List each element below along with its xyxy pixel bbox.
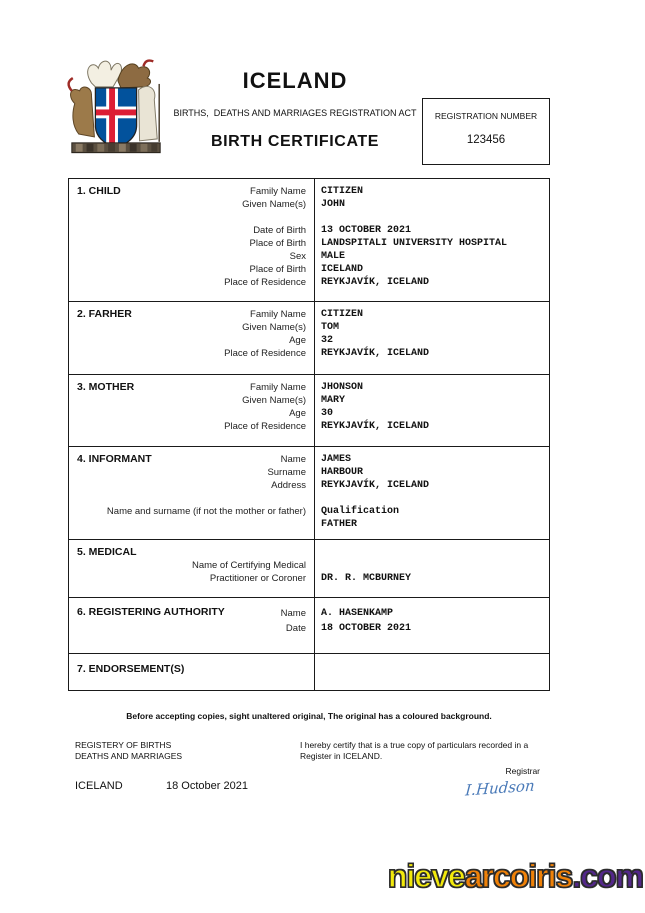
field-value: 18 OCTOBER 2021 <box>321 623 412 634</box>
field-label: Name and surname (if not the mother or father) <box>106 506 306 517</box>
field-label: Place of Birth <box>249 238 306 249</box>
field-label: Address <box>271 480 306 491</box>
watermark-part2: arcoiris <box>464 858 573 894</box>
section-father <box>69 301 549 374</box>
field-label: Name <box>280 608 306 619</box>
field-label: Place of Birth <box>249 264 306 275</box>
registry-name-line1: REGISTERY OF BIRTHS <box>75 740 172 750</box>
certificate-table <box>68 178 550 691</box>
field-value: Qualification <box>321 506 400 517</box>
watermark-part3: .com <box>572 858 643 894</box>
field-value: CITIZEN <box>321 186 364 197</box>
field-label: Given Name(s) <box>242 322 306 333</box>
field-value: REYKJAVÍK, ICELAND <box>321 421 430 432</box>
section-endorsements <box>69 653 549 690</box>
field-label: Date <box>285 623 306 634</box>
registration-number-label: REGISTRATION NUMBER <box>434 111 538 121</box>
registration-number-box <box>422 98 550 165</box>
field-value: CITIZEN <box>321 309 364 320</box>
field-value: REYKJAVÍK, ICELAND <box>321 348 430 359</box>
field-label <box>77 518 306 531</box>
field-label <box>77 211 306 224</box>
section-title: 5. MEDICAL <box>77 546 137 558</box>
header <box>140 68 450 151</box>
field-value: JOHN <box>321 199 346 210</box>
act-line: BIRTHS, DEATHS AND MARRIAGES REGISTRATION ACT <box>173 108 417 118</box>
field-label: Age <box>289 408 306 419</box>
registrar-label: Registrar <box>505 766 540 776</box>
field-label: Family Name <box>250 186 306 197</box>
section-title: 2. FARHER <box>77 308 132 320</box>
section-title: 4. INFORMANT <box>77 453 152 465</box>
copy-acceptance-notice: Before accepting copies, sight unaltered original, The original has a coloured background. <box>126 711 492 721</box>
document-title: BIRTH CERTIFICATE <box>210 133 380 150</box>
field-label: Age <box>289 335 306 346</box>
field-value: 30 <box>321 408 334 419</box>
field-value: FATHER <box>321 519 358 530</box>
field-value: 32 <box>321 335 334 346</box>
section-mother <box>69 374 549 446</box>
section-title: 1. CHILD <box>77 185 121 197</box>
watermark <box>388 858 643 895</box>
registrar-signature: I.Hudson <box>464 776 536 800</box>
field-value: DR. R. MCBURNEY <box>321 573 412 584</box>
field-value: REYKJAVÍK, ICELAND <box>321 277 430 288</box>
registration-number-value: 123456 <box>466 134 506 146</box>
field-value: LANDSPITALI UNIVERSITY HOSPITAL <box>321 238 508 249</box>
field-label: Given Name(s) <box>242 199 306 210</box>
field-value: JHONSON <box>321 382 364 393</box>
section-registering-authority <box>69 597 549 653</box>
section-child <box>69 179 549 301</box>
watermark-part1: nieve <box>387 858 465 894</box>
field-label: Family Name <box>250 382 306 393</box>
field-value: ICELAND <box>321 264 364 275</box>
field-value: TOM <box>321 322 340 333</box>
field-value: JAMES <box>321 454 352 465</box>
field-label: Practitioner or Coroner <box>209 573 306 584</box>
country-title: ICELAND <box>242 68 348 93</box>
field-value <box>321 211 543 224</box>
field-label: Surname <box>267 467 306 478</box>
issue-date: 18 October 2021 <box>166 780 248 792</box>
registry-name <box>75 740 182 762</box>
field-label: Place of Residence <box>224 348 306 359</box>
section-informant <box>69 446 549 539</box>
field-label: Place of Residence <box>224 277 306 288</box>
field-value: MARY <box>321 395 346 406</box>
field-label: Family Name <box>250 309 306 320</box>
section-title: 3. MOTHER <box>77 381 135 393</box>
section-title: 7. ENDORSEMENT(S) <box>77 663 185 675</box>
spacer <box>321 559 543 572</box>
field-label: Date of Birth <box>253 225 306 236</box>
field-value: REYKJAVÍK, ICELAND <box>321 480 430 491</box>
field-label <box>77 492 306 505</box>
field-label: Place of Residence <box>224 421 306 432</box>
field-label: Name <box>280 454 306 465</box>
issue-country: ICELAND <box>75 780 123 792</box>
field-label: Name of Certifying Medical <box>191 560 306 571</box>
spacer <box>321 546 543 559</box>
field-value: HARBOUR <box>321 467 364 478</box>
section-title: 6. REGISTERING AUTHORITY <box>77 606 225 618</box>
field-value: 13 OCTOBER 2021 <box>321 225 412 236</box>
field-value <box>321 492 543 505</box>
field-label: Sex <box>289 251 306 262</box>
field-value: MALE <box>321 251 346 262</box>
section-medical <box>69 539 549 597</box>
field-value: A. HASENKAMP <box>321 608 394 619</box>
registry-name-line2: DEATHS AND MARRIAGES <box>75 751 183 761</box>
certification-statement: I hereby certify that is a true copy of particulars recorded in a Register in ICELAND. <box>300 740 529 761</box>
field-label: Given Name(s) <box>242 395 306 406</box>
